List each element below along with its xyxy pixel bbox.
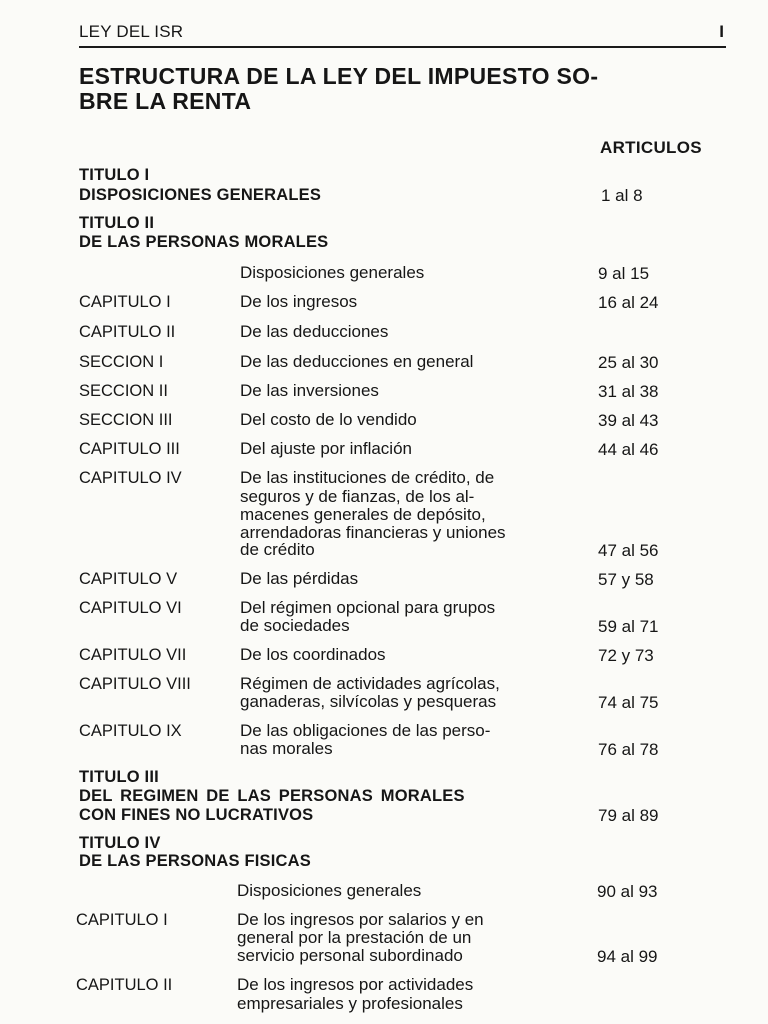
- toc-row-desc: Del ajuste por inflación: [240, 439, 412, 458]
- toc-row-desc-line: Régimen de actividades agrícolas,: [240, 674, 500, 693]
- toc-row-desc-line: arrendadoras financieras y uniones: [240, 523, 506, 542]
- titulo-2-heading: TITULO II: [79, 214, 155, 232]
- toc-row-label: CAPITULO VIII: [79, 675, 191, 693]
- titulo-3-name-line: CON FINES NO LUCRATIVOS: [79, 806, 314, 824]
- toc-row-desc: Del costo de lo vendido: [240, 410, 417, 429]
- toc-row-desc: De las pérdidas: [240, 569, 359, 588]
- toc-row-desc-line: De los ingresos por salarios y en: [237, 910, 484, 929]
- toc-row-label: CAPITULO I: [76, 911, 168, 929]
- toc-row-label: CAPITULO VI: [79, 599, 182, 617]
- toc-row-desc: De los ingresos: [240, 292, 358, 311]
- toc-row-label: CAPITULO IV: [79, 469, 182, 487]
- toc-row-desc-line: ganaderas, silvícolas y pesqueras: [240, 692, 497, 711]
- toc-row-articles: 31 al 38: [598, 382, 659, 401]
- toc-row-desc-line: de sociedades: [240, 616, 350, 635]
- toc-row-articles: 39 al 43: [598, 411, 659, 430]
- toc-row-desc-line: Del régimen opcional para grupos: [240, 598, 496, 617]
- toc-row-articles: 94 al 99: [597, 947, 658, 966]
- toc-row-desc: De las deducciones: [240, 322, 389, 341]
- titulo-4-heading: TITULO IV: [79, 834, 161, 852]
- toc-row-desc-line: macenes generales de depósito,: [240, 505, 486, 524]
- titulo-3-heading: TITULO III: [79, 768, 159, 786]
- titulo-1-name: DISPOSICIONES GENERALES: [79, 186, 322, 204]
- toc-row-articles: 25 al 30: [598, 353, 659, 372]
- toc-row-label: SECCION II: [79, 382, 168, 400]
- toc-row-desc-line: servicio personal subordinado: [237, 946, 463, 965]
- toc-row-label: CAPITULO II: [76, 976, 173, 994]
- toc-row-desc-line: De las instituciones de crédito, de: [240, 468, 495, 487]
- toc-row-articles: 44 al 46: [598, 440, 659, 459]
- titulo-2-name: DE LAS PERSONAS MORALES: [79, 233, 329, 251]
- toc-row-articles: 59 al 71: [598, 617, 659, 636]
- toc-row-label: SECCION I: [79, 353, 164, 371]
- page-number: I: [719, 22, 724, 41]
- titulo-3-articles: 79 al 89: [598, 806, 659, 825]
- toc-row-articles: 74 al 75: [598, 693, 659, 712]
- toc-row-label: SECCION III: [79, 411, 173, 429]
- toc-row-desc-line: nas morales: [240, 739, 333, 758]
- toc-row-articles: 47 al 56: [598, 541, 659, 560]
- titulo-1-heading: TITULO I: [79, 166, 150, 184]
- titulo-1-articles: 1 al 8: [601, 186, 643, 205]
- titulo-3-name-line: DEL REGIMEN DE LAS PERSONAS MORALES: [79, 787, 465, 805]
- toc-row-desc-line: De los ingresos por actividades: [237, 975, 474, 994]
- toc-row-label: CAPITULO II: [79, 323, 176, 341]
- toc-row-desc-line: seguros y de fianzas, de los al-: [240, 487, 475, 506]
- document-title-line-2: BRE LA RENTA: [79, 88, 252, 114]
- toc-row-desc: Disposiciones generales: [240, 263, 425, 282]
- toc-row-desc: De los coordinados: [240, 645, 386, 664]
- toc-row-label: CAPITULO IX: [79, 722, 182, 740]
- toc-row-desc-line: De las obligaciones de las perso-: [240, 721, 491, 740]
- toc-row-label: CAPITULO V: [79, 570, 178, 588]
- running-header-title: LEY DEL ISR: [79, 22, 184, 41]
- document-title-line-1: ESTRUCTURA DE LA LEY DEL IMPUESTO SO-: [79, 63, 599, 89]
- toc-row-desc-line: general por la prestación de un: [237, 928, 472, 947]
- toc-row-articles: 16 al 24: [598, 293, 659, 312]
- document-title: [79, 64, 739, 114]
- toc-row-label: CAPITULO I: [79, 293, 171, 311]
- titulo-4-name: DE LAS PERSONAS FISICAS: [79, 852, 311, 870]
- toc-row-articles: 76 al 78: [598, 740, 659, 759]
- toc-row-label: CAPITULO III: [79, 440, 180, 458]
- toc-row-desc-line: de crédito: [240, 540, 315, 559]
- toc-row-desc: De las deducciones en general: [240, 352, 474, 371]
- articles-column-header: ARTICULOS: [600, 138, 702, 157]
- toc-row-desc: De las inversiones: [240, 381, 379, 400]
- toc-row-articles: 9 al 15: [598, 264, 650, 283]
- toc-row-articles: 72 y 73: [598, 646, 654, 665]
- toc-row-articles: 57 y 58: [598, 570, 654, 589]
- toc-row-desc-line: empresariales y profesionales: [237, 994, 463, 1013]
- running-header: [79, 22, 726, 48]
- toc-row-label: CAPITULO VII: [79, 646, 187, 664]
- toc-row-articles: 90 al 93: [597, 882, 658, 901]
- toc-row-desc: Disposiciones generales: [237, 881, 422, 900]
